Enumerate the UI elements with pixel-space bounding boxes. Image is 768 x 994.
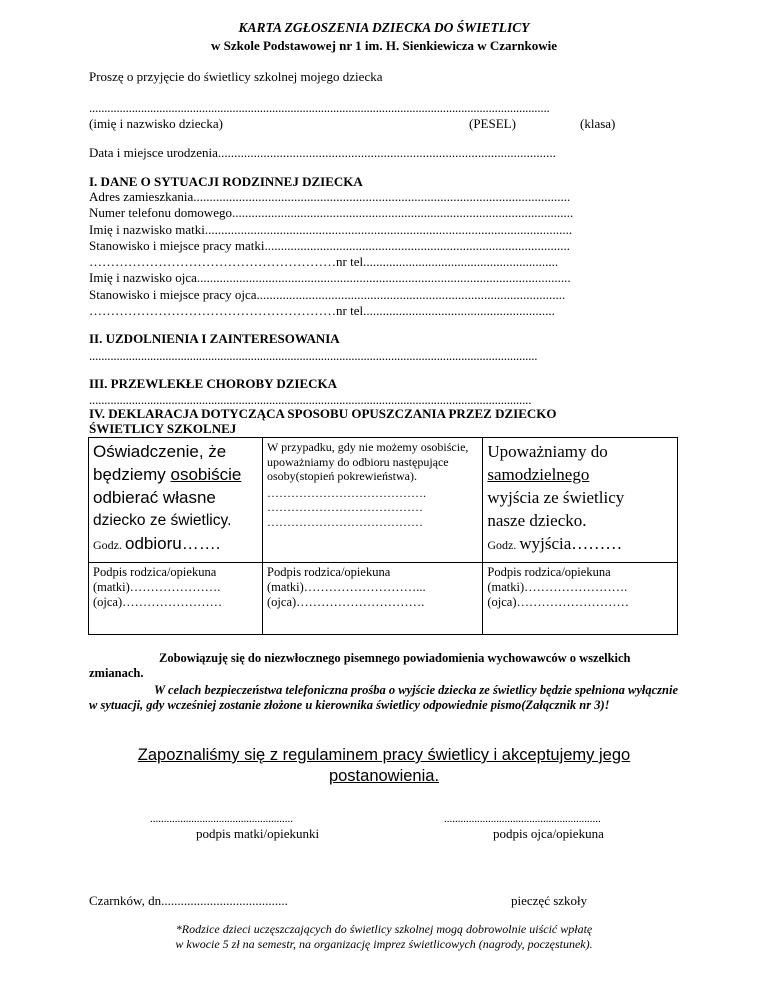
- home-phone-line: Numer telefonu domowego.........................................................................................................: [89, 205, 574, 221]
- signature-cell-3: [483, 563, 678, 635]
- father-signature-dots[interactable]: .........................................................: [444, 813, 601, 825]
- mother-phone-line: …………………………………………………nr tel............................................................: [89, 254, 559, 270]
- independent-exit-cell: [483, 438, 678, 563]
- commitment-note: Zobowiązuję się do niezwłocznego pisemnego powiadomienia wychowawców o wszelkich zmianach.: [89, 651, 631, 680]
- class-label: (klasa): [580, 116, 616, 131]
- section-3-heading: III. PRZEWLEKŁE CHOROBY DZIECKA: [89, 376, 338, 391]
- personally-underlined: osobiście: [170, 465, 242, 484]
- signature-cell-2: [263, 563, 483, 635]
- birth-date-place: Data i miejsce urodzenia........................................................................................................: [89, 145, 556, 160]
- personal-pickup-line2: będziemy osobiście: [93, 465, 242, 484]
- mother-signature-field[interactable]: (matki)………………………...: [267, 580, 426, 594]
- mother-signature-field[interactable]: (matki)………………….: [93, 580, 221, 594]
- form-title: KARTA ZGŁOSZENIA DZIECKA DO ŚWIETLICY: [238, 20, 530, 35]
- father-work-line: Stanowisko i miejsce pracy ojca...............................................................................................: [89, 286, 566, 302]
- authorized-persons-cell: [263, 438, 483, 563]
- mother-signature-field[interactable]: (matki)…………………….: [487, 580, 628, 594]
- school-name: w Szkole Podstawowej nr 1 im. H. Sienkiewicza w Czarnkowie: [210, 38, 558, 53]
- parent-signature-label: Podpis rodzica/opiekuna: [487, 565, 611, 579]
- address-line: Adres zamieszkania....................................................................................................................: [89, 189, 571, 204]
- independent-underlined: samodzielnego: [487, 465, 590, 484]
- request-text: Proszę o przyjęcie do świetlicy szkolnej mojego dziecka: [89, 69, 383, 84]
- regulations-acceptance: Zapoznaliśmy się z regulaminem pracy świetlicy i akceptujemy jego postanowienia.: [137, 746, 631, 785]
- independent-exit-line1: Upoważniamy do: [487, 442, 608, 461]
- authorized-persons-dots-1: ………………………………….: [267, 485, 427, 500]
- declaration-table: [88, 437, 678, 635]
- section-1-heading: I. DANE O SYTUACJI RODZINNEJ DZIECKA: [89, 174, 363, 189]
- father-phone-line: …………………………………………………nr tel...........................................................: [89, 303, 555, 319]
- father-signature-label: podpis ojca/opiekuna: [493, 826, 604, 841]
- father-signature-field[interactable]: (ojca)……………………: [93, 595, 223, 609]
- authorized-persons-dots-3: …………………………………: [267, 514, 424, 529]
- section-4-heading: IV. DEKLARACJA DOTYCZĄCA SPOSOBU OPUSZCZANIA PRZEZ DZIECKO: [89, 406, 557, 421]
- personal-pickup-cell: [89, 438, 263, 563]
- mother-name-line: Imię i nazwisko matki.................................................................................................................: [89, 221, 573, 237]
- pickup-time-line: Godz. odbioru…….: [93, 534, 221, 553]
- place-date[interactable]: Czarnków, dn.......................................: [89, 893, 288, 908]
- footnote-line-1: *Rodzice dzieci uczęszczających do świetlicy szkolnej mogą dobrowolnie uiścić wpłatę: [175, 922, 593, 936]
- child-info-dots: .......................................................................................................................................................: [89, 100, 550, 115]
- parent-signature-label: Podpis rodzica/opiekuna: [93, 565, 217, 579]
- exit-time-line: Godz. wyjścia………: [487, 534, 623, 553]
- section-2-heading: II. UZDOLNIENIA I ZAINTERESOWANIA: [89, 331, 340, 346]
- family-data-list: [89, 189, 677, 319]
- father-name-line: Imię i nazwisko ojca...................................................................................................................: [89, 270, 571, 286]
- section-2-dots: ...................................................................................................................................................: [89, 348, 538, 363]
- independent-exit-line3: wyjścia ze świetlicy: [487, 488, 625, 507]
- footnote-line-2: w kwocie 5 zł na semestr, na organizację imprez świetlicowych (nagrody, poczęstunek).: [175, 937, 593, 951]
- father-signature-field[interactable]: (ojca)………………………: [487, 595, 630, 609]
- authorized-persons-dots-2: …………………………………: [267, 500, 424, 514]
- personal-pickup-line3: odbierać własne: [93, 488, 216, 507]
- school-stamp-label: pieczęć szkoły: [511, 893, 588, 908]
- personal-pickup-line1: Oświadczenie, że: [93, 442, 227, 461]
- authorized-persons-text: W przypadku, gdy nie możemy osobiście, upoważniamy do odbioru następujące osoby(stopień pokrewieństwa).: [267, 440, 469, 483]
- mother-signature-dots[interactable]: ....................................................: [150, 813, 293, 825]
- father-signature-field[interactable]: (ojca)………………………….: [267, 595, 425, 609]
- child-name-label: (imię i nazwisko dziecka): [89, 116, 223, 131]
- section-3-dots: .................................................................................................................................................: [89, 392, 532, 407]
- mother-work-line: Stanowisko i miejsce pracy matki..............................................................................................: [89, 237, 570, 253]
- pesel-label: (PESEL): [469, 116, 516, 131]
- parent-signature-label: Podpis rodzica/opiekuna: [267, 565, 391, 579]
- signature-cell-1: [89, 563, 263, 635]
- section-4-heading-cont: ŚWIETLICY SZKOLNEJ: [89, 421, 237, 436]
- independent-exit-line4: nasze dziecko.: [487, 511, 587, 530]
- mother-signature-label: podpis matki/opiekunki: [196, 826, 320, 841]
- personal-pickup-line4: dziecko ze świetlicy.: [93, 512, 232, 529]
- safety-warning: W celach bezpieczeństwa telefoniczna prośba o wyjście dziecka ze świetlicy będzie spełniona wyłącznie w sytuacji, gdy wcześniej zostanie złożone u kierownika świetlicy odpowiednie pismo(Załącznik nr 3)!: [89, 683, 679, 712]
